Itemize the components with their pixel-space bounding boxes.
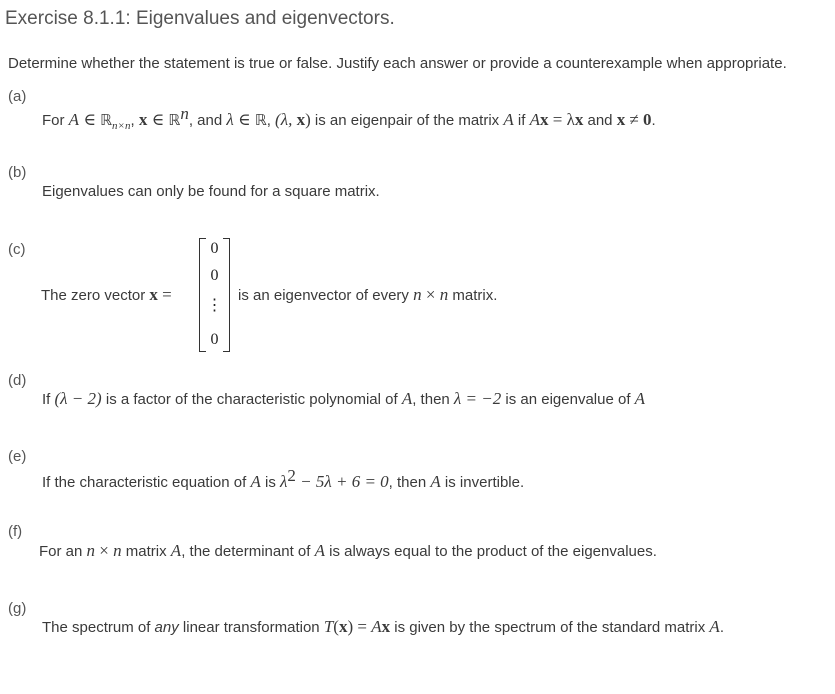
text: is a factor of the characteristic polynomial of [101, 391, 402, 408]
math: ℝ [254, 111, 267, 129]
math: ∈ [79, 110, 101, 129]
math: − 5λ + 6 = 0 [295, 472, 389, 491]
exercise-title: Exercise 8.1.1: Eigenvalues and eigenvectors. [5, 8, 395, 29]
math: (λ − 2) [54, 389, 102, 408]
text: , then [412, 391, 454, 408]
label-d: (d) [8, 372, 27, 389]
math: x [338, 617, 348, 636]
math: × [95, 541, 114, 560]
math: n×n [112, 120, 131, 132]
math: n [113, 541, 122, 560]
text: If [42, 391, 55, 408]
text: If the characteristic equation of [42, 474, 251, 491]
text: is an eigenvalue of [501, 391, 635, 408]
math: A [371, 617, 382, 636]
math: n [86, 541, 96, 560]
text: linear transformation [178, 619, 324, 636]
vector-entry: 0 [210, 267, 219, 284]
math: λ [280, 472, 288, 491]
math: x [616, 110, 626, 129]
statement-d [42, 389, 645, 409]
math: x [539, 110, 549, 129]
math: A [314, 541, 325, 560]
math: A [430, 472, 441, 491]
text: The spectrum of [42, 619, 155, 636]
statement-c-lead [41, 285, 172, 305]
text: , [266, 112, 276, 129]
math: ∈ [233, 110, 255, 129]
text: is invertible. [440, 474, 525, 491]
text: The zero vector [41, 287, 150, 304]
label-c: (c) [8, 241, 26, 258]
math: A [503, 110, 514, 129]
math: λ = −2 [453, 389, 502, 408]
math: ( [333, 617, 339, 636]
math: ℝ [168, 111, 181, 129]
math: A [401, 389, 413, 408]
math: x [381, 617, 391, 636]
math: 2 [287, 466, 296, 485]
text: matrix [121, 543, 171, 560]
text: For an [39, 543, 87, 560]
instructions: Determine whether the statement is true or false. Justify each answer or provide a counterexample when appropriate. [8, 55, 787, 72]
math: ) = [347, 617, 372, 636]
statement-b: Eigenvalues can only be found for a square matrix. [42, 183, 380, 200]
text: . [719, 619, 724, 636]
label-f: (f) [8, 523, 23, 540]
math: = λ [548, 110, 575, 129]
label-e: (e) [8, 448, 27, 465]
statement-a [42, 104, 656, 132]
math: x [138, 110, 148, 129]
math: n [439, 285, 449, 304]
label-b: (b) [8, 164, 27, 181]
math: A [529, 110, 540, 129]
math: A [634, 389, 646, 408]
math: n [413, 285, 422, 304]
text: For [42, 112, 69, 129]
math: x [574, 110, 584, 129]
vector-entry: 0 [210, 240, 219, 257]
math: A [709, 617, 720, 636]
text: , the determinant of [181, 543, 315, 560]
label-a: (a) [8, 88, 27, 105]
text: if [513, 112, 530, 129]
text: is always equal to the product of the eigenvalues. [325, 543, 657, 560]
math: T [323, 617, 334, 636]
text: and [583, 112, 617, 129]
math: x [296, 110, 306, 129]
text: is [260, 474, 281, 491]
text: , [130, 112, 139, 129]
math: ∈ [147, 110, 169, 129]
math: ℝ [100, 111, 113, 129]
label-g: (g) [8, 600, 27, 617]
statement-c-tail [238, 285, 497, 305]
math: (λ, [275, 110, 297, 129]
math: x [149, 285, 158, 304]
zero-vector-matrix [199, 238, 230, 352]
statement-g [42, 617, 724, 637]
text: , and [188, 112, 227, 129]
vector-entry: 0 [210, 331, 219, 348]
math: A [68, 110, 80, 129]
math: × [421, 285, 440, 304]
math: A [170, 541, 182, 560]
text: is given by the spectrum of the standard matrix [390, 619, 710, 636]
emphasis: any [154, 619, 179, 636]
text: is an eigenvector of every [238, 287, 414, 304]
text: matrix. [448, 287, 498, 304]
text: , then [388, 474, 431, 491]
text: is an eigenpair of the matrix [310, 112, 504, 129]
math: n [180, 104, 189, 123]
statement-e [42, 466, 524, 492]
math: 0 [643, 110, 652, 129]
statement-f [39, 541, 657, 561]
math: = [157, 285, 172, 304]
math: ≠ [625, 110, 644, 129]
math: ) [305, 110, 311, 129]
math: A [250, 472, 261, 491]
math: λ [226, 110, 234, 129]
text: . [651, 112, 656, 129]
vector-entry: ⋮ [206, 297, 223, 314]
